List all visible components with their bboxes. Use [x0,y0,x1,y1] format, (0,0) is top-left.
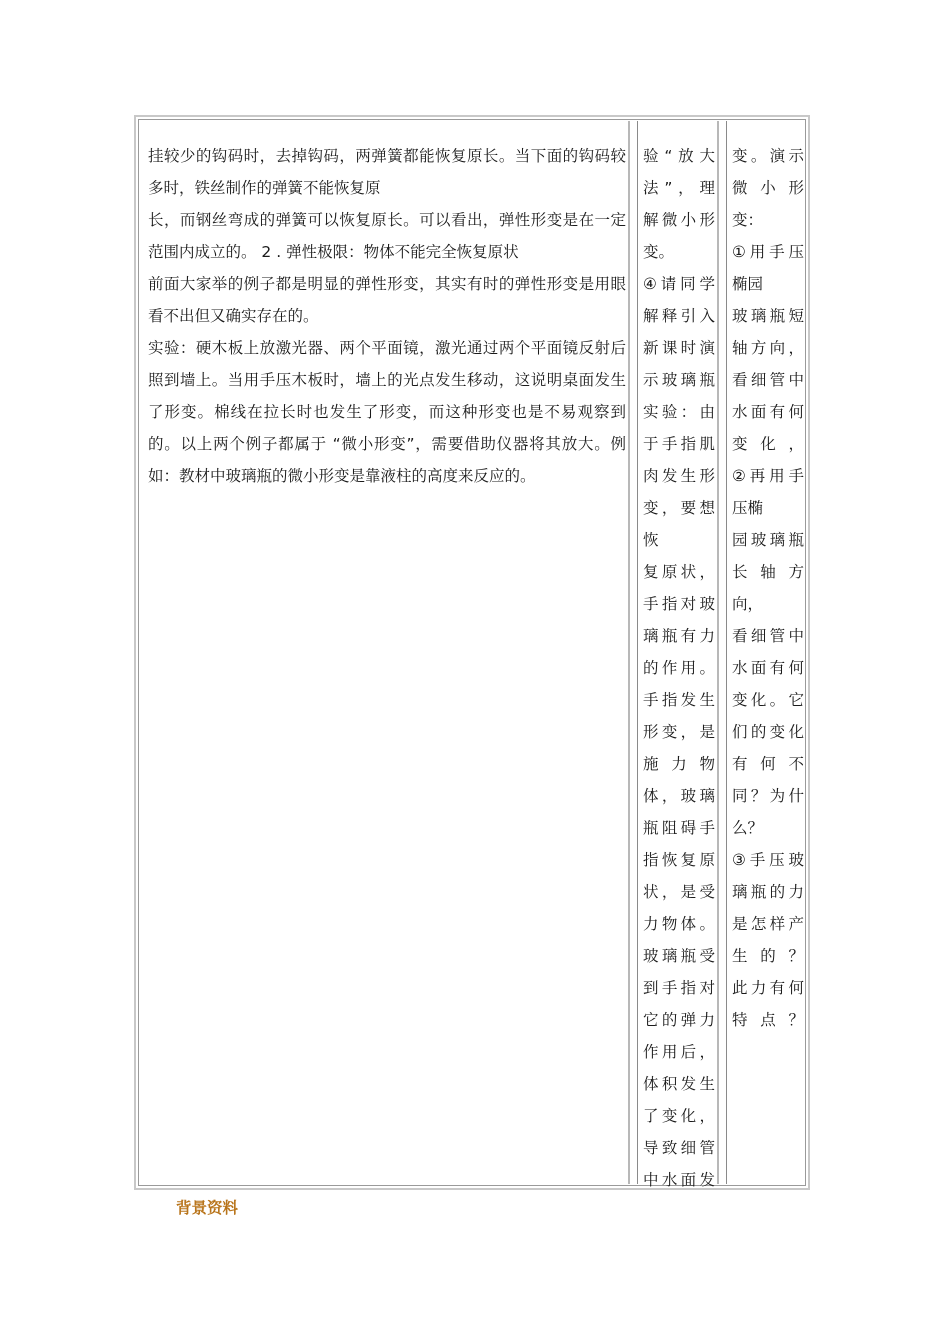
main-paragraph: 前面大家举的例子都是明显的弹性形变，其实有时的弹性形变是用眼看不出但又确实存在的。 [148,275,626,325]
column-line: ③手压玻 [732,851,804,869]
column-line: 变，要想 [643,499,715,517]
column-line: 于手指肌 [643,435,715,453]
column-line: 椭园 [732,275,764,293]
column-line: 玻璃瓶短 [732,307,804,325]
column-line: 特点？ [732,1011,804,1029]
column-line: 施力物 [643,755,715,773]
column-line: 璃瓶有力 [643,627,715,645]
column-line: 作用后， [643,1043,715,1061]
column-line: 是怎样产 [732,915,804,933]
column-line: 的作用。 [643,659,715,677]
column-line: 压椭 [732,499,764,517]
main-paragraph: 挂较少的钩码时，去掉钩码，两弹簧都能恢复原长。当下面的钩码较多时，铁丝制作的弹簧不能恢复原 [148,147,626,197]
column-line: 状，是受 [643,883,715,901]
column-line: 解微小形 [643,211,715,229]
main-content-cell [140,121,630,1184]
main-paragraph: 长，而钢丝弯成的弹簧可以恢复原长。可以看出，弹性形变是在一定范围内成立的。 2 . 弹性极限：物体不能完全恢复原状 [148,211,626,261]
teacher-activity-text [643,140,715,1196]
column-line: 手指对玻 [643,595,715,613]
column-line: 复原状， [643,563,715,581]
column-line: 法”，理 [643,179,715,197]
main-text-block [148,140,626,492]
column-line: 到手指对 [643,979,715,997]
main-paragraph: 实验：硬木板上放激光器、两个平面镜，激光通过两个平面镜反射后照到墙上。当用手压木板时，墙上的光点发生移动，这说明桌面发生了形变。棉线在拉长时也发生了形变，而这种形变也是不易观察到的。以上两个例子都属于 “微小形变”，需要借助仪器将其放大。例如：教材中玻璃瓶的微小形变是靠液柱的高度来反应的。 [148,339,626,485]
column-line: 瓶阻碍手 [643,819,715,837]
column-line: 导致细管 [643,1139,715,1157]
column-line: 验“放大 [643,147,715,165]
column-line: ②再用手 [732,467,804,485]
column-line: 向， [732,595,764,613]
column-line: 中水面发 [643,1171,715,1189]
column-line: 肉发生形 [643,467,715,485]
column-line: 恢 [643,531,659,549]
column-line: 力物体。 [643,915,715,933]
column-line: 么？ [732,819,764,837]
column-line: 此力有何 [732,979,804,997]
column-line: 变。 [643,243,675,261]
column-line: 解释引入 [643,307,715,325]
column-line: 体，玻璃 [643,787,715,805]
student-activity-cell [726,121,806,1184]
lesson-table [134,115,810,1190]
student-activity-text [732,140,804,1036]
column-line: 有何不 [732,755,804,773]
column-line: 璃瓶的力 [732,883,804,901]
column-line: 园玻璃瓶 [732,531,804,549]
column-line: 变化， [732,435,804,453]
column-line: 长轴方 [732,563,804,581]
column-line: 看细管中 [732,627,804,645]
column-line: 实验：由 [643,403,715,421]
column-line: ④请同学 [643,275,715,293]
column-line: 们的变化 [732,723,804,741]
column-line: 体积发生 [643,1075,715,1093]
column-line: 轴方向， [732,339,804,357]
column-line: ①用手压 [732,243,804,261]
column-line: 看细管中 [732,371,804,389]
column-line: 示玻璃瓶 [643,371,715,389]
column-line: 它的弹力 [643,1011,715,1029]
column-line: 生的？ [732,947,804,965]
column-line: 同？为什 [732,787,804,805]
column-line: 指恢复原 [643,851,715,869]
column-line: 了变化， [643,1107,715,1125]
column-line: 微小形 [732,179,804,197]
column-line: 形变，是 [643,723,715,741]
column-line: 新课时演 [643,339,715,357]
column-line: 水面有何 [732,659,804,677]
column-line: 水面有何 [732,403,804,421]
column-line: 变化。它 [732,691,804,709]
column-line: 变。演示 [732,147,804,165]
teacher-activity-cell [637,121,719,1189]
background-info-label: 背景资料 [176,1199,239,1217]
column-line: 手指发生 [643,691,715,709]
column-line: 玻璃瓶受 [643,947,715,965]
column-line: 变： [732,211,764,229]
